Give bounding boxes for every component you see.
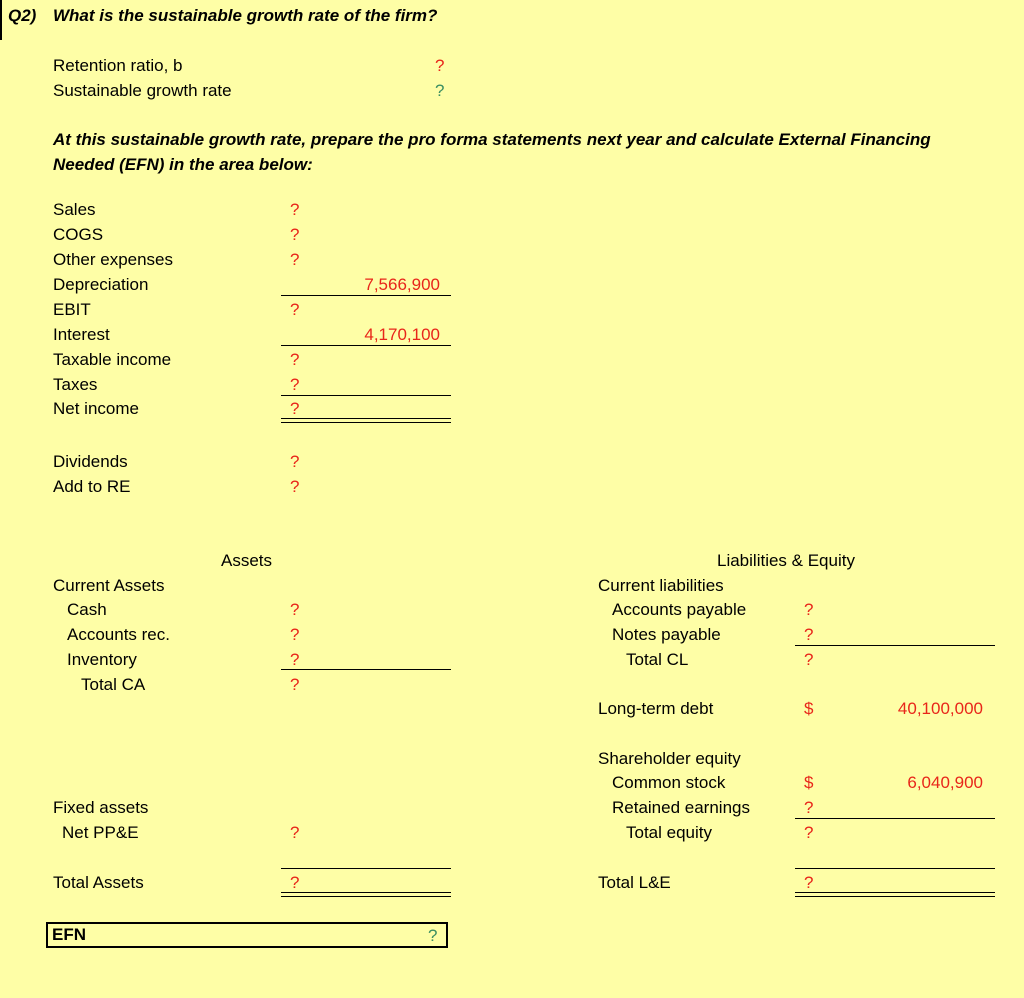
ar-value[interactable]: ? — [290, 625, 300, 644]
total-cl-label: Total CL — [626, 650, 689, 669]
total-le-label: Total L&E — [598, 873, 671, 892]
is-label-depreciation: Depreciation — [53, 275, 149, 294]
is-value-taxable-income[interactable]: ? — [290, 350, 300, 369]
total-ca-value[interactable]: ? — [290, 675, 300, 694]
total-assets-value[interactable]: ? — [290, 873, 300, 892]
inventory-label: Inventory — [67, 650, 137, 669]
is-value-sales[interactable]: ? — [290, 200, 300, 219]
is-value-interest[interactable]: 4,170,100 — [364, 325, 440, 344]
ap-label: Accounts payable — [612, 600, 747, 619]
total-equity-label: Total equity — [626, 823, 712, 842]
underline — [795, 868, 995, 869]
is-value-other-expenses[interactable]: ? — [290, 250, 300, 269]
efn-value[interactable]: ? — [428, 926, 438, 945]
common-stock-label: Common stock — [612, 773, 726, 792]
np-value[interactable]: ? — [804, 625, 814, 644]
total-ca-label: Total CA — [81, 675, 146, 694]
net-ppe-label: Net PP&E — [62, 823, 139, 842]
is-label-net-income: Net income — [53, 399, 139, 418]
net-ppe-value[interactable]: ? — [290, 823, 300, 842]
le-header: Liabilities & Equity — [717, 551, 855, 570]
current-liabilities-label: Current liabilities — [598, 576, 724, 595]
instruction-line-1: At this sustainable growth rate, prepare the pro forma statements next year and calculate External Financing — [53, 130, 931, 149]
inventory-value[interactable]: ? — [290, 650, 300, 669]
is-value-net-income[interactable]: ? — [290, 399, 300, 418]
ltd-currency: $ — [804, 699, 814, 718]
fixed-assets-label: Fixed assets — [53, 798, 149, 817]
underline — [795, 645, 995, 646]
retained-earnings-value[interactable]: ? — [804, 798, 814, 817]
double-underline — [281, 418, 451, 423]
current-assets-label: Current Assets — [53, 576, 165, 595]
is-value-cogs[interactable]: ? — [290, 225, 300, 244]
underline — [281, 295, 451, 296]
is-label-interest: Interest — [53, 325, 110, 344]
ar-label: Accounts rec. — [67, 625, 170, 644]
sgr-value[interactable]: ? — [435, 81, 445, 100]
retention-ratio-value[interactable]: ? — [435, 56, 445, 75]
underline — [281, 868, 451, 869]
shareholder-equity-label: Shareholder equity — [598, 749, 741, 768]
is-value-taxes[interactable]: ? — [290, 375, 300, 394]
add-to-re-label: Add to RE — [53, 477, 131, 496]
total-le-value[interactable]: ? — [804, 873, 814, 892]
underline — [281, 345, 451, 346]
double-underline — [795, 892, 995, 897]
is-value-depreciation[interactable]: 7,566,900 — [364, 275, 440, 294]
total-cl-value[interactable]: ? — [804, 650, 814, 669]
underline — [281, 669, 451, 670]
assets-header: Assets — [221, 551, 273, 570]
is-label-sales: Sales — [53, 200, 96, 219]
sgr-label: Sustainable growth rate — [53, 81, 232, 100]
ap-value[interactable]: ? — [804, 600, 814, 619]
common-stock-currency: $ — [804, 773, 814, 792]
underline — [795, 818, 995, 819]
instruction-line-2: Needed (EFN) in the area below: — [53, 155, 313, 174]
is-label-cogs: COGS — [53, 225, 104, 244]
dividends-value[interactable]: ? — [290, 452, 300, 471]
common-stock-value[interactable]: 6,040,900 — [907, 773, 983, 792]
underline — [281, 395, 451, 396]
is-value-ebit[interactable]: ? — [290, 300, 300, 319]
cash-label: Cash — [67, 600, 107, 619]
cash-value[interactable]: ? — [290, 600, 300, 619]
is-label-taxes: Taxes — [53, 375, 98, 394]
ltd-value[interactable]: 40,100,000 — [897, 699, 983, 718]
question-number: Q2) — [8, 6, 37, 25]
is-label-other-expenses: Other expenses — [53, 250, 174, 269]
retention-ratio-label: Retention ratio, b — [53, 56, 183, 75]
is-label-ebit: EBIT — [53, 300, 91, 319]
retained-earnings-label: Retained earnings — [612, 798, 750, 817]
question-text: What is the sustainable growth rate of the firm? — [53, 6, 438, 25]
total-assets-label: Total Assets — [53, 873, 144, 892]
cell-border — [0, 0, 2, 40]
dividends-label: Dividends — [53, 452, 128, 471]
efn-label: EFN — [52, 925, 86, 944]
total-equity-value[interactable]: ? — [804, 823, 814, 842]
ltd-label: Long-term debt — [598, 699, 714, 718]
np-label: Notes payable — [612, 625, 721, 644]
efn-box[interactable] — [46, 922, 448, 948]
add-to-re-value[interactable]: ? — [290, 477, 300, 496]
double-underline — [281, 892, 451, 897]
is-label-taxable-income: Taxable income — [53, 350, 172, 369]
